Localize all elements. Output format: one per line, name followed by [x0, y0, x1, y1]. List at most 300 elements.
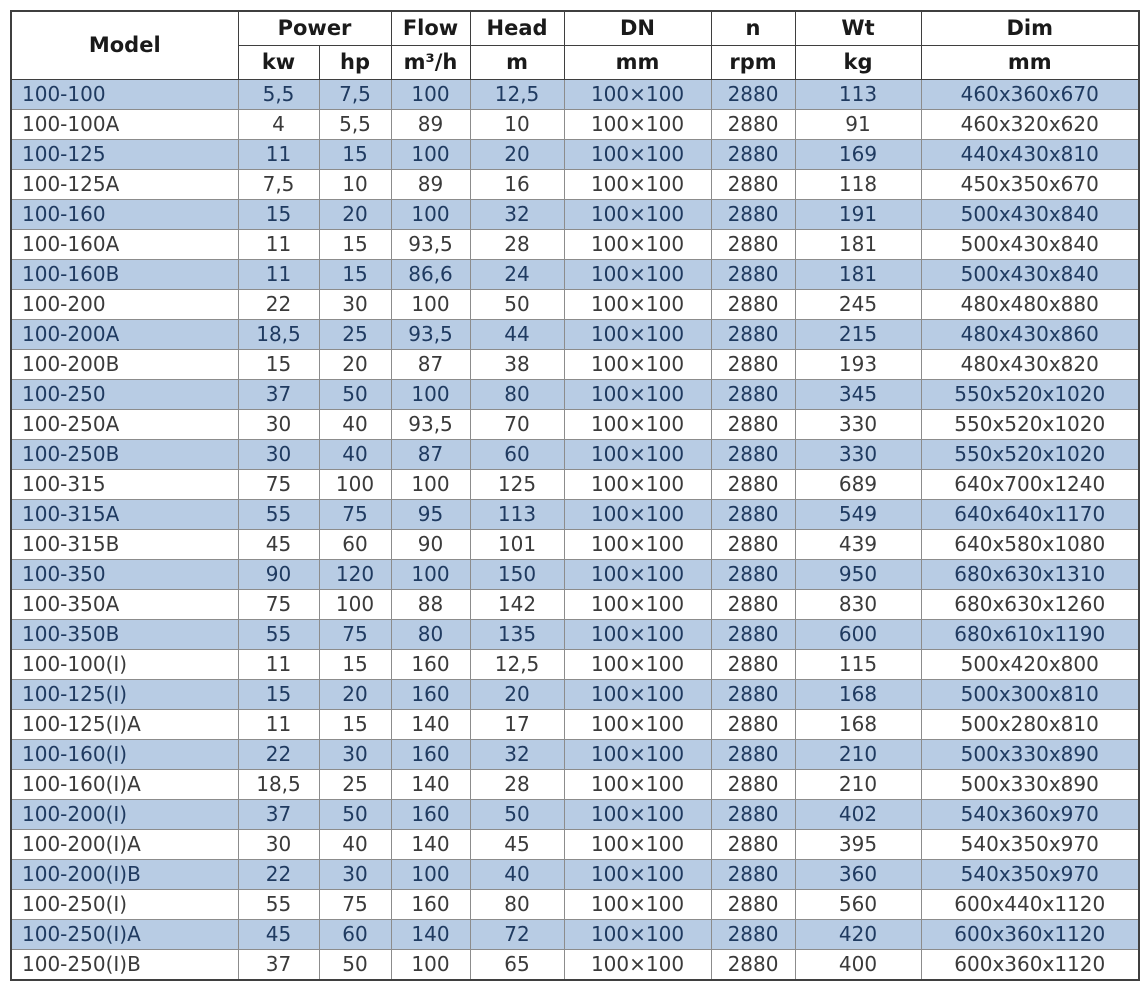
- table-row: [11, 380, 1139, 410]
- header-row-labels: [11, 11, 1139, 46]
- cell-dim: 640x580x1080: [921, 530, 1139, 560]
- cell-head: 32: [470, 200, 564, 230]
- cell-flow: 80: [391, 620, 470, 650]
- cell-dim: 440x430x810: [921, 140, 1139, 170]
- cell-power-hp: 30: [319, 860, 391, 890]
- cell-head: 20: [470, 140, 564, 170]
- cell-model: 100-200(I)A: [11, 830, 238, 860]
- cell-dn: 100×100: [564, 500, 711, 530]
- cell-power-kw: 22: [238, 740, 319, 770]
- cell-n: 2880: [711, 860, 795, 890]
- cell-n: 2880: [711, 110, 795, 140]
- cell-dim: 480x480x880: [921, 290, 1139, 320]
- cell-head: 150: [470, 560, 564, 590]
- cell-dim: 640x640x1170: [921, 500, 1139, 530]
- cell-flow: 100: [391, 140, 470, 170]
- cell-wt: 420: [795, 920, 921, 950]
- cell-dim: 500x430x840: [921, 230, 1139, 260]
- cell-flow: 160: [391, 680, 470, 710]
- cell-flow: 89: [391, 170, 470, 200]
- cell-n: 2880: [711, 920, 795, 950]
- cell-model: 100-160A: [11, 230, 238, 260]
- cell-model: 100-250A: [11, 410, 238, 440]
- cell-power-hp: 30: [319, 290, 391, 320]
- cell-model: 100-100: [11, 80, 238, 110]
- cell-power-hp: 30: [319, 740, 391, 770]
- cell-dn: 100×100: [564, 350, 711, 380]
- table-row: [11, 860, 1139, 890]
- cell-dim: 450x350x670: [921, 170, 1139, 200]
- cell-dim: 600x360x1120: [921, 950, 1139, 981]
- cell-power-hp: 75: [319, 620, 391, 650]
- cell-flow: 93,5: [391, 320, 470, 350]
- cell-model: 100-250: [11, 380, 238, 410]
- table-row: [11, 170, 1139, 200]
- cell-power-kw: 11: [238, 260, 319, 290]
- cell-head: 24: [470, 260, 564, 290]
- cell-head: 17: [470, 710, 564, 740]
- cell-power-hp: 7,5: [319, 80, 391, 110]
- cell-wt: 560: [795, 890, 921, 920]
- cell-power-kw: 15: [238, 680, 319, 710]
- cell-wt: 360: [795, 860, 921, 890]
- header-dim: Dim: [921, 11, 1139, 46]
- cell-dim: 500x330x890: [921, 770, 1139, 800]
- cell-flow: 160: [391, 800, 470, 830]
- cell-wt: 402: [795, 800, 921, 830]
- table-row: [11, 650, 1139, 680]
- table-row: [11, 80, 1139, 110]
- cell-dim: 500x420x800: [921, 650, 1139, 680]
- cell-power-hp: 20: [319, 680, 391, 710]
- cell-model: 100-200A: [11, 320, 238, 350]
- table-row: [11, 200, 1139, 230]
- cell-power-kw: 11: [238, 650, 319, 680]
- cell-wt: 91: [795, 110, 921, 140]
- cell-flow: 86,6: [391, 260, 470, 290]
- table-row: [11, 110, 1139, 140]
- cell-wt: 193: [795, 350, 921, 380]
- cell-dn: 100×100: [564, 860, 711, 890]
- cell-n: 2880: [711, 200, 795, 230]
- pump-spec-table: [10, 10, 1140, 981]
- cell-head: 28: [470, 230, 564, 260]
- cell-dn: 100×100: [564, 290, 711, 320]
- cell-head: 32: [470, 740, 564, 770]
- cell-dn: 100×100: [564, 920, 711, 950]
- cell-power-hp: 50: [319, 950, 391, 981]
- header-wt: Wt: [795, 11, 921, 46]
- cell-wt: 113: [795, 80, 921, 110]
- cell-power-hp: 40: [319, 830, 391, 860]
- cell-power-kw: 18,5: [238, 320, 319, 350]
- cell-head: 72: [470, 920, 564, 950]
- cell-power-kw: 11: [238, 230, 319, 260]
- cell-model: 100-125: [11, 140, 238, 170]
- cell-model: 100-250(I): [11, 890, 238, 920]
- cell-n: 2880: [711, 650, 795, 680]
- cell-model: 100-350: [11, 560, 238, 590]
- cell-n: 2880: [711, 530, 795, 560]
- header-unit-n: rpm: [711, 46, 795, 80]
- cell-power-kw: 55: [238, 890, 319, 920]
- cell-wt: 210: [795, 770, 921, 800]
- cell-model: 100-200B: [11, 350, 238, 380]
- cell-wt: 210: [795, 740, 921, 770]
- table-row: [11, 560, 1139, 590]
- cell-flow: 88: [391, 590, 470, 620]
- cell-flow: 140: [391, 920, 470, 950]
- cell-wt: 169: [795, 140, 921, 170]
- cell-n: 2880: [711, 320, 795, 350]
- table-row: [11, 890, 1139, 920]
- cell-model: 100-350A: [11, 590, 238, 620]
- cell-flow: 140: [391, 710, 470, 740]
- cell-model: 100-315: [11, 470, 238, 500]
- header-power: Power: [238, 11, 391, 46]
- cell-dn: 100×100: [564, 80, 711, 110]
- cell-wt: 330: [795, 440, 921, 470]
- cell-dim: 550x520x1020: [921, 440, 1139, 470]
- cell-n: 2880: [711, 380, 795, 410]
- cell-flow: 89: [391, 110, 470, 140]
- cell-n: 2880: [711, 890, 795, 920]
- cell-power-hp: 60: [319, 920, 391, 950]
- cell-flow: 140: [391, 830, 470, 860]
- cell-wt: 830: [795, 590, 921, 620]
- table-row: [11, 680, 1139, 710]
- cell-dim: 600x360x1120: [921, 920, 1139, 950]
- cell-flow: 90: [391, 530, 470, 560]
- cell-dn: 100×100: [564, 560, 711, 590]
- table-row: [11, 440, 1139, 470]
- table-row: [11, 800, 1139, 830]
- cell-dn: 100×100: [564, 320, 711, 350]
- cell-power-hp: 10: [319, 170, 391, 200]
- cell-head: 80: [470, 890, 564, 920]
- cell-power-hp: 50: [319, 800, 391, 830]
- cell-wt: 689: [795, 470, 921, 500]
- header-unit-dn: mm: [564, 46, 711, 80]
- cell-head: 16: [470, 170, 564, 200]
- cell-flow: 100: [391, 470, 470, 500]
- cell-n: 2880: [711, 440, 795, 470]
- table-row: [11, 500, 1139, 530]
- cell-flow: 93,5: [391, 230, 470, 260]
- cell-wt: 395: [795, 830, 921, 860]
- cell-wt: 600: [795, 620, 921, 650]
- cell-power-kw: 7,5: [238, 170, 319, 200]
- cell-dn: 100×100: [564, 260, 711, 290]
- cell-dn: 100×100: [564, 110, 711, 140]
- cell-n: 2880: [711, 230, 795, 260]
- cell-flow: 100: [391, 560, 470, 590]
- cell-wt: 950: [795, 560, 921, 590]
- cell-n: 2880: [711, 560, 795, 590]
- cell-dn: 100×100: [564, 230, 711, 260]
- cell-head: 45: [470, 830, 564, 860]
- cell-flow: 100: [391, 950, 470, 981]
- cell-power-hp: 15: [319, 230, 391, 260]
- table-row: [11, 740, 1139, 770]
- cell-head: 113: [470, 500, 564, 530]
- cell-power-hp: 20: [319, 200, 391, 230]
- cell-dn: 100×100: [564, 440, 711, 470]
- cell-dim: 550x520x1020: [921, 410, 1139, 440]
- cell-power-hp: 40: [319, 440, 391, 470]
- table-row: [11, 710, 1139, 740]
- cell-power-hp: 120: [319, 560, 391, 590]
- cell-head: 50: [470, 800, 564, 830]
- cell-dim: 550x520x1020: [921, 380, 1139, 410]
- cell-model: 100-125(I): [11, 680, 238, 710]
- cell-wt: 115: [795, 650, 921, 680]
- cell-head: 40: [470, 860, 564, 890]
- cell-dim: 480x430x860: [921, 320, 1139, 350]
- cell-n: 2880: [711, 260, 795, 290]
- cell-dim: 500x430x840: [921, 200, 1139, 230]
- table-row: [11, 470, 1139, 500]
- cell-dn: 100×100: [564, 530, 711, 560]
- cell-power-kw: 55: [238, 620, 319, 650]
- cell-dim: 480x430x820: [921, 350, 1139, 380]
- table-row: [11, 140, 1139, 170]
- cell-wt: 215: [795, 320, 921, 350]
- cell-n: 2880: [711, 590, 795, 620]
- cell-power-kw: 22: [238, 290, 319, 320]
- cell-flow: 160: [391, 650, 470, 680]
- table-row: [11, 350, 1139, 380]
- table-row: [11, 230, 1139, 260]
- cell-dim: 540x360x970: [921, 800, 1139, 830]
- cell-dim: 500x300x810: [921, 680, 1139, 710]
- cell-power-kw: 5,5: [238, 80, 319, 110]
- cell-power-kw: 15: [238, 350, 319, 380]
- cell-power-hp: 15: [319, 260, 391, 290]
- cell-head: 38: [470, 350, 564, 380]
- cell-wt: 181: [795, 260, 921, 290]
- cell-dn: 100×100: [564, 770, 711, 800]
- cell-model: 100-250(I)A: [11, 920, 238, 950]
- header-unit-flow: m³/h: [391, 46, 470, 80]
- cell-head: 80: [470, 380, 564, 410]
- table-row: [11, 770, 1139, 800]
- table-row: [11, 590, 1139, 620]
- cell-n: 2880: [711, 500, 795, 530]
- cell-flow: 100: [391, 290, 470, 320]
- cell-head: 125: [470, 470, 564, 500]
- table-header: [11, 11, 1139, 80]
- cell-dim: 680x630x1310: [921, 560, 1139, 590]
- cell-n: 2880: [711, 770, 795, 800]
- cell-power-kw: 55: [238, 500, 319, 530]
- cell-dn: 100×100: [564, 830, 711, 860]
- cell-flow: 140: [391, 770, 470, 800]
- header-unit-hp: hp: [319, 46, 391, 80]
- cell-dn: 100×100: [564, 470, 711, 500]
- cell-dn: 100×100: [564, 170, 711, 200]
- cell-power-kw: 4: [238, 110, 319, 140]
- cell-model: 100-160B: [11, 260, 238, 290]
- cell-power-hp: 50: [319, 380, 391, 410]
- cell-power-kw: 75: [238, 470, 319, 500]
- table-row: [11, 290, 1139, 320]
- cell-wt: 439: [795, 530, 921, 560]
- cell-power-kw: 45: [238, 530, 319, 560]
- cell-dim: 500x330x890: [921, 740, 1139, 770]
- cell-head: 142: [470, 590, 564, 620]
- cell-n: 2880: [711, 800, 795, 830]
- cell-n: 2880: [711, 710, 795, 740]
- cell-head: 28: [470, 770, 564, 800]
- cell-model: 100-200(I): [11, 800, 238, 830]
- cell-dim: 460x360x670: [921, 80, 1139, 110]
- cell-power-kw: 15: [238, 200, 319, 230]
- cell-power-kw: 30: [238, 830, 319, 860]
- table-row: [11, 410, 1139, 440]
- cell-power-kw: 30: [238, 410, 319, 440]
- cell-wt: 168: [795, 680, 921, 710]
- cell-head: 12,5: [470, 80, 564, 110]
- cell-wt: 181: [795, 230, 921, 260]
- cell-model: 100-200: [11, 290, 238, 320]
- cell-head: 70: [470, 410, 564, 440]
- cell-model: 100-160(I): [11, 740, 238, 770]
- cell-power-hp: 100: [319, 590, 391, 620]
- cell-model: 100-250B: [11, 440, 238, 470]
- cell-head: 12,5: [470, 650, 564, 680]
- header-unit-wt: kg: [795, 46, 921, 80]
- cell-dn: 100×100: [564, 950, 711, 981]
- cell-wt: 345: [795, 380, 921, 410]
- cell-dim: 460x320x620: [921, 110, 1139, 140]
- cell-n: 2880: [711, 740, 795, 770]
- cell-model: 100-200(I)B: [11, 860, 238, 890]
- cell-dn: 100×100: [564, 200, 711, 230]
- cell-power-hp: 15: [319, 710, 391, 740]
- cell-power-kw: 11: [238, 140, 319, 170]
- cell-flow: 160: [391, 740, 470, 770]
- cell-head: 10: [470, 110, 564, 140]
- cell-power-hp: 25: [319, 770, 391, 800]
- cell-power-kw: 37: [238, 800, 319, 830]
- cell-model: 100-100(I): [11, 650, 238, 680]
- cell-n: 2880: [711, 140, 795, 170]
- table-row: [11, 320, 1139, 350]
- header-unit-kw: kw: [238, 46, 319, 80]
- cell-power-kw: 30: [238, 440, 319, 470]
- cell-power-kw: 45: [238, 920, 319, 950]
- cell-flow: 93,5: [391, 410, 470, 440]
- header-model: Model: [11, 11, 238, 80]
- table-row: [11, 920, 1139, 950]
- cell-power-kw: 22: [238, 860, 319, 890]
- cell-n: 2880: [711, 680, 795, 710]
- cell-n: 2880: [711, 950, 795, 981]
- cell-dim: 680x630x1260: [921, 590, 1139, 620]
- cell-wt: 549: [795, 500, 921, 530]
- cell-head: 44: [470, 320, 564, 350]
- cell-model: 100-160(I)A: [11, 770, 238, 800]
- cell-power-kw: 75: [238, 590, 319, 620]
- cell-n: 2880: [711, 350, 795, 380]
- table-body: [11, 80, 1139, 981]
- cell-flow: 100: [391, 860, 470, 890]
- table-row: [11, 260, 1139, 290]
- cell-wt: 168: [795, 710, 921, 740]
- cell-power-hp: 5,5: [319, 110, 391, 140]
- cell-n: 2880: [711, 410, 795, 440]
- header-unit-dim: mm: [921, 46, 1139, 80]
- cell-dn: 100×100: [564, 590, 711, 620]
- header-flow: Flow: [391, 11, 470, 46]
- table-row: [11, 530, 1139, 560]
- cell-n: 2880: [711, 290, 795, 320]
- cell-power-hp: 15: [319, 650, 391, 680]
- cell-power-kw: 37: [238, 950, 319, 981]
- cell-dim: 540x350x970: [921, 830, 1139, 860]
- cell-dn: 100×100: [564, 620, 711, 650]
- cell-power-kw: 90: [238, 560, 319, 590]
- cell-n: 2880: [711, 620, 795, 650]
- cell-power-hp: 40: [319, 410, 391, 440]
- cell-wt: 118: [795, 170, 921, 200]
- cell-power-hp: 100: [319, 470, 391, 500]
- cell-power-hp: 25: [319, 320, 391, 350]
- cell-head: 20: [470, 680, 564, 710]
- cell-dn: 100×100: [564, 380, 711, 410]
- cell-flow: 160: [391, 890, 470, 920]
- cell-n: 2880: [711, 830, 795, 860]
- cell-flow: 100: [391, 80, 470, 110]
- cell-n: 2880: [711, 470, 795, 500]
- header-head: Head: [470, 11, 564, 46]
- cell-power-kw: 18,5: [238, 770, 319, 800]
- cell-flow: 95: [391, 500, 470, 530]
- cell-model: 100-315A: [11, 500, 238, 530]
- cell-dn: 100×100: [564, 710, 711, 740]
- cell-dn: 100×100: [564, 680, 711, 710]
- cell-dim: 640x700x1240: [921, 470, 1139, 500]
- header-dn: DN: [564, 11, 711, 46]
- cell-flow: 87: [391, 440, 470, 470]
- cell-flow: 100: [391, 200, 470, 230]
- cell-power-hp: 75: [319, 890, 391, 920]
- cell-n: 2880: [711, 80, 795, 110]
- table-row: [11, 950, 1139, 981]
- cell-head: 50: [470, 290, 564, 320]
- cell-wt: 400: [795, 950, 921, 981]
- cell-power-hp: 60: [319, 530, 391, 560]
- cell-dn: 100×100: [564, 740, 711, 770]
- cell-model: 100-315B: [11, 530, 238, 560]
- cell-power-kw: 37: [238, 380, 319, 410]
- cell-model: 100-100A: [11, 110, 238, 140]
- cell-power-hp: 75: [319, 500, 391, 530]
- cell-power-hp: 15: [319, 140, 391, 170]
- cell-model: 100-125(I)A: [11, 710, 238, 740]
- cell-head: 101: [470, 530, 564, 560]
- cell-dim: 600x440x1120: [921, 890, 1139, 920]
- table-row: [11, 620, 1139, 650]
- cell-dn: 100×100: [564, 650, 711, 680]
- cell-model: 100-125A: [11, 170, 238, 200]
- cell-dn: 100×100: [564, 890, 711, 920]
- cell-dn: 100×100: [564, 410, 711, 440]
- cell-wt: 191: [795, 200, 921, 230]
- cell-dim: 500x430x840: [921, 260, 1139, 290]
- cell-power-hp: 20: [319, 350, 391, 380]
